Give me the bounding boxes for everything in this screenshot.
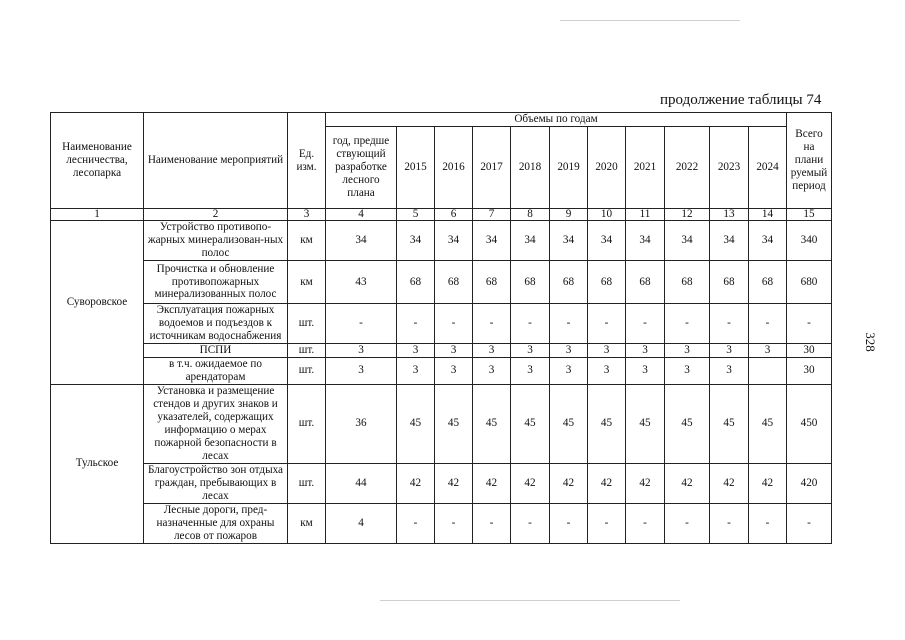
- year-value: 42: [550, 463, 588, 503]
- unit-cell: шт.: [288, 384, 326, 463]
- total-value: -: [787, 304, 832, 344]
- header-year-2019: 2019: [550, 127, 588, 209]
- table-row: [51, 357, 832, 384]
- year-value: 3: [435, 343, 473, 357]
- year-value: 45: [665, 384, 710, 463]
- unit-cell: км: [288, 503, 326, 543]
- year-value: 34: [473, 221, 511, 261]
- column-number: 5: [397, 209, 435, 221]
- year-value: 45: [588, 384, 626, 463]
- header-year-2016: 2016: [435, 127, 473, 209]
- total-value: 450: [787, 384, 832, 463]
- table-row: [51, 221, 832, 261]
- year-value: 34: [665, 221, 710, 261]
- table-row: [51, 343, 832, 357]
- header-year-2024: 2024: [749, 127, 787, 209]
- column-number: 12: [665, 209, 710, 221]
- page-number: 328: [863, 332, 878, 352]
- year-value: 3: [588, 357, 626, 384]
- year-value: 45: [626, 384, 665, 463]
- year-value: 42: [435, 463, 473, 503]
- year-value: 68: [511, 261, 550, 304]
- year-value: 34: [710, 221, 749, 261]
- year-value: 68: [588, 261, 626, 304]
- column-number: 15: [787, 209, 832, 221]
- year-value: 42: [397, 463, 435, 503]
- header-year-2017: 2017: [473, 127, 511, 209]
- forestry-name: Суворовское: [51, 221, 144, 385]
- year-value: -: [588, 503, 626, 543]
- year-value: -: [511, 304, 550, 344]
- year-value: 42: [511, 463, 550, 503]
- year-value: 3: [511, 343, 550, 357]
- year-value: [749, 357, 787, 384]
- year-value: 3: [749, 343, 787, 357]
- year-value: 45: [710, 384, 749, 463]
- year-value: -: [473, 304, 511, 344]
- year-value: 42: [665, 463, 710, 503]
- year-value: 3: [626, 343, 665, 357]
- plan-year-value: 3: [326, 357, 397, 384]
- year-value: 68: [710, 261, 749, 304]
- column-number: 11: [626, 209, 665, 221]
- year-value: 3: [511, 357, 550, 384]
- year-value: -: [588, 304, 626, 344]
- year-value: 45: [435, 384, 473, 463]
- unit-cell: шт.: [288, 343, 326, 357]
- plan-year-value: 43: [326, 261, 397, 304]
- header-unit: Ед. изм.: [288, 113, 326, 209]
- year-value: -: [665, 304, 710, 344]
- plan-year-value: 4: [326, 503, 397, 543]
- year-value: 3: [397, 343, 435, 357]
- year-value: 3: [710, 343, 749, 357]
- plan-year-value: -: [326, 304, 397, 344]
- table-row: [51, 503, 832, 543]
- year-value: 3: [588, 343, 626, 357]
- measure-name: в т.ч. ожидаемое по арендаторам: [144, 357, 288, 384]
- scan-noise: [380, 600, 680, 601]
- year-value: -: [749, 304, 787, 344]
- column-number: 8: [511, 209, 550, 221]
- header-year-2023: 2023: [710, 127, 749, 209]
- year-value: 3: [665, 357, 710, 384]
- year-value: -: [397, 304, 435, 344]
- year-value: 34: [397, 221, 435, 261]
- header-year-2020: 2020: [588, 127, 626, 209]
- measure-name: ПСПИ: [144, 343, 288, 357]
- plan-year-value: 3: [326, 343, 397, 357]
- year-value: -: [626, 503, 665, 543]
- header-forestry: Наименование лесничества, лесопарка: [51, 113, 144, 209]
- year-value: 68: [665, 261, 710, 304]
- year-value: 3: [550, 357, 588, 384]
- year-value: 34: [550, 221, 588, 261]
- year-value: 3: [665, 343, 710, 357]
- year-value: -: [397, 503, 435, 543]
- year-value: 34: [588, 221, 626, 261]
- table-caption: продолжение таблицы 74: [660, 92, 822, 108]
- year-value: 3: [473, 357, 511, 384]
- header-year-2022: 2022: [665, 127, 710, 209]
- forest-fire-measures-table: [50, 112, 832, 544]
- year-value: 45: [397, 384, 435, 463]
- year-value: 68: [435, 261, 473, 304]
- unit-cell: км: [288, 261, 326, 304]
- year-value: 68: [397, 261, 435, 304]
- header-year-2018: 2018: [511, 127, 550, 209]
- year-value: -: [435, 304, 473, 344]
- measure-name: Лесные дороги, пред-назначенные для охраны лесов от пожаров: [144, 503, 288, 543]
- column-number: 9: [550, 209, 588, 221]
- year-value: 3: [710, 357, 749, 384]
- header-year-2015: 2015: [397, 127, 435, 209]
- year-value: 68: [473, 261, 511, 304]
- scan-noise: [560, 20, 740, 21]
- year-value: 34: [435, 221, 473, 261]
- year-value: -: [749, 503, 787, 543]
- year-value: 45: [511, 384, 550, 463]
- year-value: -: [435, 503, 473, 543]
- table-row: [51, 261, 832, 304]
- year-value: 34: [626, 221, 665, 261]
- year-value: -: [550, 503, 588, 543]
- year-value: 42: [473, 463, 511, 503]
- total-value: 30: [787, 357, 832, 384]
- year-value: 34: [511, 221, 550, 261]
- year-value: -: [626, 304, 665, 344]
- measure-name: Благоустройство зон отдыха граждан, пребывающих в лесах: [144, 463, 288, 503]
- total-value: -: [787, 503, 832, 543]
- measure-name: Прочистка и обновление противопожарных минерализованных полос: [144, 261, 288, 304]
- year-value: 34: [749, 221, 787, 261]
- column-number: 6: [435, 209, 473, 221]
- unit-cell: шт.: [288, 357, 326, 384]
- year-value: 68: [626, 261, 665, 304]
- total-value: 340: [787, 221, 832, 261]
- column-number: 7: [473, 209, 511, 221]
- year-value: 68: [749, 261, 787, 304]
- forestry-name: Тульское: [51, 384, 144, 543]
- plan-year-value: 44: [326, 463, 397, 503]
- total-value: 420: [787, 463, 832, 503]
- plan-year-value: 36: [326, 384, 397, 463]
- year-value: 42: [749, 463, 787, 503]
- year-value: 42: [626, 463, 665, 503]
- total-value: 30: [787, 343, 832, 357]
- year-value: 3: [550, 343, 588, 357]
- column-number: 1: [51, 209, 144, 221]
- year-value: 3: [397, 357, 435, 384]
- column-number: 10: [588, 209, 626, 221]
- unit-cell: шт.: [288, 463, 326, 503]
- year-value: -: [550, 304, 588, 344]
- column-number: 2: [144, 209, 288, 221]
- column-number: 14: [749, 209, 787, 221]
- unit-cell: км: [288, 221, 326, 261]
- year-value: 45: [473, 384, 511, 463]
- header-plan-year: год, предше ствующий разработке лесного плана: [326, 127, 397, 209]
- year-value: 45: [550, 384, 588, 463]
- year-value: -: [473, 503, 511, 543]
- table-row: [51, 463, 832, 503]
- year-value: -: [710, 503, 749, 543]
- measure-name: Эксплуатация пожарных водоемов и подъездов к источникам водоснабжения: [144, 304, 288, 344]
- header-measure: Наименование мероприятий: [144, 113, 288, 209]
- total-value: 680: [787, 261, 832, 304]
- header-volumes: Объемы по годам: [326, 113, 787, 127]
- table-row: [51, 304, 832, 344]
- table-row: [51, 384, 832, 463]
- plan-year-value: 34: [326, 221, 397, 261]
- column-number: 3: [288, 209, 326, 221]
- year-value: 42: [588, 463, 626, 503]
- year-value: 3: [435, 357, 473, 384]
- year-value: 68: [550, 261, 588, 304]
- year-value: -: [511, 503, 550, 543]
- year-value: 3: [626, 357, 665, 384]
- measure-name: Устройство противопо-жарных минерализован-ных полос: [144, 221, 288, 261]
- header-total: Всего на плани руемый период: [787, 113, 832, 209]
- header-year-2021: 2021: [626, 127, 665, 209]
- unit-cell: шт.: [288, 304, 326, 344]
- year-value: 3: [473, 343, 511, 357]
- column-number: 4: [326, 209, 397, 221]
- year-value: 42: [710, 463, 749, 503]
- year-value: -: [665, 503, 710, 543]
- year-value: -: [710, 304, 749, 344]
- column-number: 13: [710, 209, 749, 221]
- year-value: 45: [749, 384, 787, 463]
- measure-name: Установка и размещение стендов и других знаков и указателей, содержащих информацию о мерах пожарной безопасности в лесах: [144, 384, 288, 463]
